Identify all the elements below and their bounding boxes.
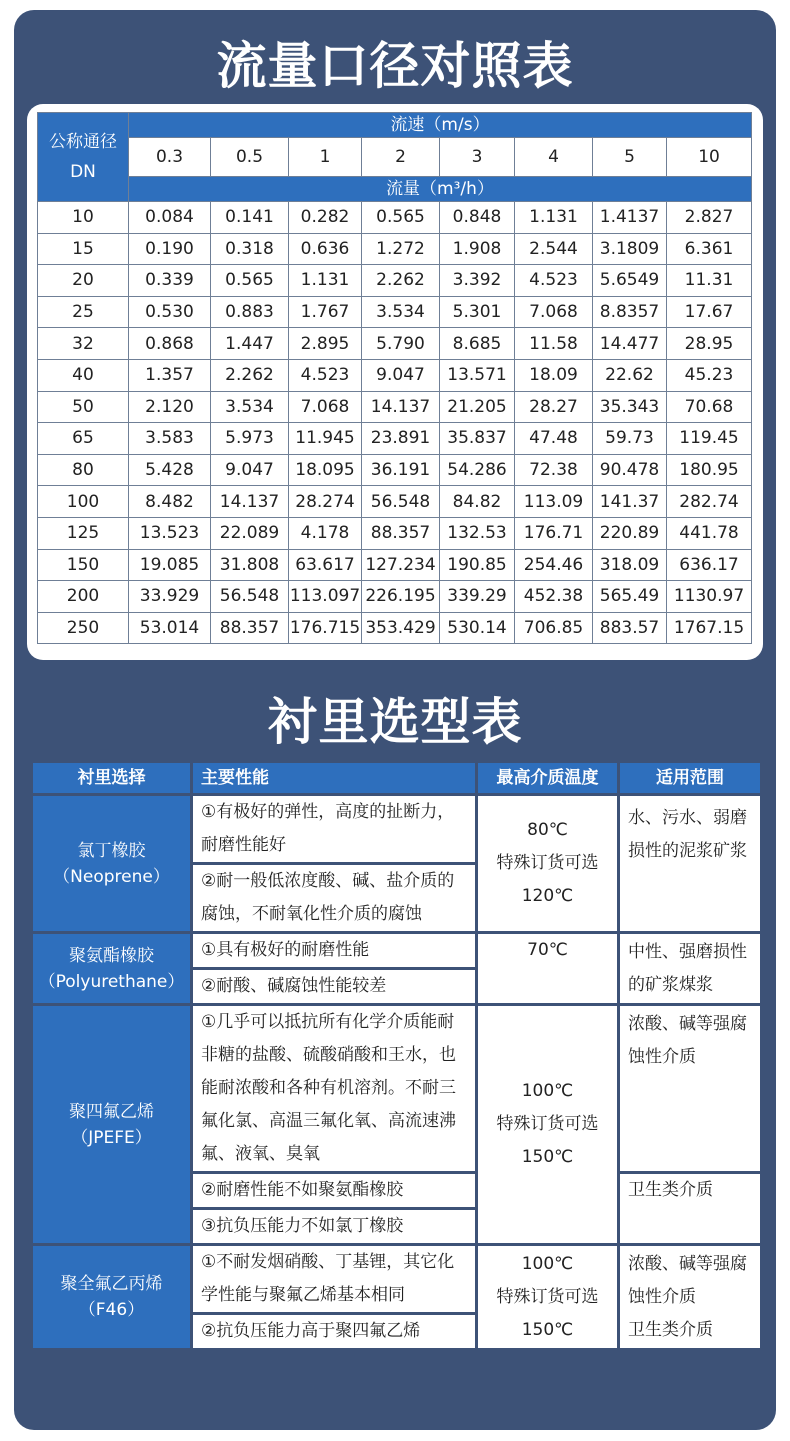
flow-value-cell: 353.429 <box>362 612 440 644</box>
material-en: （Polyurethane） <box>38 971 185 992</box>
velocity-cell: 0.3 <box>129 138 211 177</box>
flow-value-cell: 0.530 <box>129 296 211 328</box>
material-en: （JPEFE） <box>71 1127 152 1148</box>
flow-value-cell: 84.82 <box>440 486 515 518</box>
flow-value-cell: 2.544 <box>515 233 593 265</box>
velocity-cell: 3 <box>440 138 515 177</box>
flow-value-cell: 3.1809 <box>593 233 667 265</box>
feature-cell: ①有极好的弹性，高度的扯断力，耐磨性能好 <box>192 795 477 864</box>
flow-value-cell: 254.46 <box>515 549 593 581</box>
flow-value-cell: 180.95 <box>667 454 752 486</box>
lining-table-title: 衬里选型表 <box>267 693 523 751</box>
velocity-cell: 0.5 <box>211 138 289 177</box>
flow-value-cell: 127.234 <box>362 549 440 581</box>
lining-row-neoprene <box>32 795 762 864</box>
flow-value-cell: 45.23 <box>667 359 752 391</box>
flow-value-cell: 282.74 <box>667 486 752 518</box>
feature-cell: ②抗负压能力高于聚四氟乙烯 <box>192 1314 477 1350</box>
flow-value-cell: 3.534 <box>362 296 440 328</box>
flow-value-cell: 36.191 <box>362 454 440 486</box>
flow-value-cell: 2.895 <box>289 328 362 360</box>
flow-value-cell: 113.097 <box>289 581 362 613</box>
flow-value-cell: 21.205 <box>440 391 515 423</box>
flow-table-row <box>38 612 752 644</box>
lining-row-polyurethane <box>32 933 762 969</box>
flow-value-cell: 2.120 <box>129 391 211 423</box>
flow-value-cell: 23.891 <box>362 423 440 455</box>
flow-value-cell: 190.85 <box>440 549 515 581</box>
flow-table-row <box>38 549 752 581</box>
flow-value-cell: 47.48 <box>515 423 593 455</box>
dn-cell: 125 <box>38 517 129 549</box>
flow-value-cell: 88.357 <box>211 612 289 644</box>
flow-value-cell: 4.178 <box>289 517 362 549</box>
flow-value-cell: 3.392 <box>440 265 515 297</box>
flow-table-row <box>38 517 752 549</box>
flow-value-cell: 0.190 <box>129 233 211 265</box>
flow-value-cell: 5.301 <box>440 296 515 328</box>
dn-cell: 50 <box>38 391 129 423</box>
material-ptfe <box>32 1005 192 1245</box>
flow-value-cell: 70.68 <box>667 391 752 423</box>
temp-option: 特殊订货可选 <box>496 1114 599 1134</box>
flow-value-cell: 88.357 <box>362 517 440 549</box>
feature-cell: ②耐磨性能不如聚氨酯橡胶 <box>192 1173 477 1209</box>
flow-value-cell: 176.715 <box>289 612 362 644</box>
temp-cell <box>477 1245 619 1350</box>
dn-header-cell <box>38 113 129 202</box>
flow-table-row <box>38 359 752 391</box>
lining-selection-table <box>30 760 763 1351</box>
material-f46 <box>32 1245 192 1350</box>
flow-value-cell: 0.868 <box>129 328 211 360</box>
flow-value-cell: 1130.97 <box>667 581 752 613</box>
flow-value-cell: 441.78 <box>667 517 752 549</box>
flow-value-cell: 33.929 <box>129 581 211 613</box>
flow-value-cell: 8.482 <box>129 486 211 518</box>
dn-cell: 10 <box>38 202 129 234</box>
dn-cell: 200 <box>38 581 129 613</box>
flow-value-cell: 0.318 <box>211 233 289 265</box>
flow-value-cell: 31.808 <box>211 549 289 581</box>
flow-value-cell: 9.047 <box>362 359 440 391</box>
scope-text-2: 卫生类介质 <box>628 1319 713 1340</box>
scope-cell: 中性、强磨损性的矿浆煤浆 <box>619 933 762 1005</box>
flow-value-cell: 318.09 <box>593 549 667 581</box>
material-en: （F46） <box>78 1300 145 1320</box>
flow-value-cell: 1.357 <box>129 359 211 391</box>
flow-value-cell: 59.73 <box>593 423 667 455</box>
feature-cell: ②耐酸、碱腐蚀性能较差 <box>192 969 477 1005</box>
dn-label-line2: DN <box>70 162 96 182</box>
flow-value-cell: 28.95 <box>667 328 752 360</box>
flow-value-cell: 0.883 <box>211 296 289 328</box>
lining-row-f46 <box>32 1245 762 1314</box>
flow-value-cell: 18.09 <box>515 359 593 391</box>
flow-value-cell: 452.38 <box>515 581 593 613</box>
flow-value-cell: 119.45 <box>667 423 752 455</box>
scope-cell: 水、污水、弱磨损性的泥浆矿浆 <box>619 795 762 933</box>
feature-cell: ①具有极好的耐磨性能 <box>192 933 477 969</box>
velocity-cell: 1 <box>289 138 362 177</box>
lining-row-ptfe <box>32 1005 762 1173</box>
flow-value-cell: 0.141 <box>211 202 289 234</box>
flow-value-cell: 18.095 <box>289 454 362 486</box>
flow-value-cell: 22.089 <box>211 517 289 549</box>
flow-value-cell: 11.58 <box>515 328 593 360</box>
flow-value-cell: 0.848 <box>440 202 515 234</box>
temp-cell <box>477 1005 619 1245</box>
scope-cell <box>619 1245 762 1350</box>
flow-value-cell: 3.534 <box>211 391 289 423</box>
flow-value-cell: 8.8357 <box>593 296 667 328</box>
flow-value-cell: 226.195 <box>362 581 440 613</box>
flow-value-cell: 19.085 <box>129 549 211 581</box>
flow-value-cell: 35.837 <box>440 423 515 455</box>
header-material: 衬里选择 <box>32 762 192 795</box>
flow-value-cell: 1767.15 <box>667 612 752 644</box>
flow-table-row <box>38 202 752 234</box>
flow-table-title: 流量口径对照表 <box>216 37 574 95</box>
flow-value-cell: 4.523 <box>515 265 593 297</box>
flow-table-row <box>38 265 752 297</box>
flow-value-cell: 2.827 <box>667 202 752 234</box>
flow-value-cell: 0.565 <box>211 265 289 297</box>
velocity-row <box>38 138 752 177</box>
flow-diameter-table <box>37 112 752 644</box>
flow-value-cell: 14.477 <box>593 328 667 360</box>
flow-header: 流量（m³/h） <box>129 177 752 202</box>
flow-value-cell: 5.790 <box>362 328 440 360</box>
flow-value-cell: 141.37 <box>593 486 667 518</box>
feature-cell: ②耐一般低浓度酸、碱、盐介质的腐蚀，不耐氧化性介质的腐蚀 <box>192 864 477 933</box>
flow-value-cell: 14.137 <box>211 486 289 518</box>
temp-value-special: 150℃ <box>521 1147 574 1167</box>
feature-cell: ①不耐发烟硝酸、丁基锂，其它化学性能与聚氟乙烯基本相同 <box>192 1245 477 1314</box>
flow-table-row <box>38 391 752 423</box>
scope-cell: 卫生类介质 <box>619 1173 762 1245</box>
dn-cell: 80 <box>38 454 129 486</box>
temp-value: 100℃ <box>521 1081 574 1101</box>
flow-value-cell: 636.17 <box>667 549 752 581</box>
flow-value-cell: 2.262 <box>362 265 440 297</box>
flow-value-cell: 28.27 <box>515 391 593 423</box>
dn-cell: 40 <box>38 359 129 391</box>
flow-value-cell: 2.262 <box>211 359 289 391</box>
flow-value-cell: 1.908 <box>440 233 515 265</box>
flow-value-cell: 5.428 <box>129 454 211 486</box>
material-en: （Neoprene） <box>53 866 170 887</box>
material-name: 聚全氟乙丙烯 <box>60 1274 163 1294</box>
temp-value-special: 150℃ <box>521 1319 574 1340</box>
flow-value-cell: 14.137 <box>362 391 440 423</box>
flow-value-cell: 176.71 <box>515 517 593 549</box>
temp-option: 特殊订货可选 <box>496 1286 599 1307</box>
material-neoprene <box>32 795 192 933</box>
scope-text: 浓酸、碱等强腐蚀性介质 <box>628 1253 747 1307</box>
flow-value-cell: 883.57 <box>593 612 667 644</box>
dn-cell: 25 <box>38 296 129 328</box>
dn-label-line1: 公称通径 <box>49 132 117 152</box>
flow-value-cell: 53.014 <box>129 612 211 644</box>
flow-value-cell: 11.945 <box>289 423 362 455</box>
flow-value-cell: 1.131 <box>289 265 362 297</box>
flow-value-cell: 530.14 <box>440 612 515 644</box>
flow-table-row <box>38 581 752 613</box>
flow-value-cell: 13.523 <box>129 517 211 549</box>
flow-value-cell: 220.89 <box>593 517 667 549</box>
flow-value-cell: 706.85 <box>515 612 593 644</box>
flow-value-cell: 8.685 <box>440 328 515 360</box>
flow-value-cell: 4.523 <box>289 359 362 391</box>
material-polyurethane <box>32 933 192 1005</box>
flow-value-cell: 7.068 <box>289 391 362 423</box>
flow-value-cell: 13.571 <box>440 359 515 391</box>
flow-table-row <box>38 233 752 265</box>
flow-table-row <box>38 328 752 360</box>
flow-value-cell: 28.274 <box>289 486 362 518</box>
flow-value-cell: 1.4137 <box>593 202 667 234</box>
flow-value-cell: 3.583 <box>129 423 211 455</box>
flow-value-cell: 0.636 <box>289 233 362 265</box>
flow-value-cell: 113.09 <box>515 486 593 518</box>
flow-value-cell: 90.478 <box>593 454 667 486</box>
flow-value-cell: 5.6549 <box>593 265 667 297</box>
material-name: 氯丁橡胶 <box>77 840 146 861</box>
feature-cell: ①几乎可以抵抗所有化学介质能耐非糖的盐酸、硫酸硝酸和王水，也能耐浓酸和各种有机溶剂。不耐三氟化氯、高温三氟化氧、高流速沸氟、液氧、臭氧 <box>192 1005 477 1173</box>
feature-cell: ③抗负压能力不如氯丁橡胶 <box>192 1209 477 1245</box>
flow-value-cell: 1.767 <box>289 296 362 328</box>
temp-option: 特殊订货可选 <box>496 853 599 873</box>
temp-cell: 70℃ <box>477 933 619 1005</box>
flow-value-cell: 7.068 <box>515 296 593 328</box>
flow-value-cell: 72.38 <box>515 454 593 486</box>
header-max-temp: 最高介质温度 <box>477 762 619 795</box>
dn-cell: 150 <box>38 549 129 581</box>
header-features: 主要性能 <box>192 762 477 795</box>
header-scope: 适用范围 <box>619 762 762 795</box>
flow-value-cell: 22.62 <box>593 359 667 391</box>
flow-value-cell: 339.29 <box>440 581 515 613</box>
flow-value-cell: 9.047 <box>211 454 289 486</box>
flow-value-cell: 1.131 <box>515 202 593 234</box>
scope-cell: 浓酸、碱等强腐蚀性介质 <box>619 1005 762 1173</box>
material-name: 聚四氟乙烯 <box>69 1101 154 1122</box>
flow-value-cell: 0.339 <box>129 265 211 297</box>
dn-cell: 65 <box>38 423 129 455</box>
flow-value-cell: 0.565 <box>362 202 440 234</box>
flow-table-row <box>38 296 752 328</box>
flow-value-cell: 5.973 <box>211 423 289 455</box>
velocity-cell: 5 <box>593 138 667 177</box>
dn-cell: 15 <box>38 233 129 265</box>
flow-value-cell: 11.31 <box>667 265 752 297</box>
velocity-cell: 10 <box>667 138 752 177</box>
flow-value-cell: 0.282 <box>289 202 362 234</box>
flow-value-cell: 1.272 <box>362 233 440 265</box>
temp-value: 80℃ <box>527 820 568 840</box>
dn-cell: 100 <box>38 486 129 518</box>
flow-value-cell: 0.084 <box>129 202 211 234</box>
flow-table-row <box>38 454 752 486</box>
flow-table-row <box>38 423 752 455</box>
temp-value-special: 120℃ <box>521 886 574 906</box>
flow-value-cell: 56.548 <box>362 486 440 518</box>
velocity-cell: 4 <box>515 138 593 177</box>
lining-header-row <box>32 762 762 795</box>
flow-value-cell: 1.447 <box>211 328 289 360</box>
temp-cell <box>477 795 619 933</box>
flow-value-cell: 132.53 <box>440 517 515 549</box>
flow-value-cell: 6.361 <box>667 233 752 265</box>
material-name: 聚氨酯橡胶 <box>69 945 154 966</box>
flow-value-cell: 17.67 <box>667 296 752 328</box>
temp-value: 100℃ <box>521 1253 574 1274</box>
velocity-header: 流速（m/s） <box>129 113 752 138</box>
flow-value-cell: 54.286 <box>440 454 515 486</box>
dn-cell: 32 <box>38 328 129 360</box>
flow-value-cell: 565.49 <box>593 581 667 613</box>
velocity-cell: 2 <box>362 138 440 177</box>
flow-value-cell: 56.548 <box>211 581 289 613</box>
flow-value-cell: 63.617 <box>289 549 362 581</box>
dn-cell: 250 <box>38 612 129 644</box>
flow-value-cell: 35.343 <box>593 391 667 423</box>
dn-cell: 20 <box>38 265 129 297</box>
flow-table-row <box>38 486 752 518</box>
